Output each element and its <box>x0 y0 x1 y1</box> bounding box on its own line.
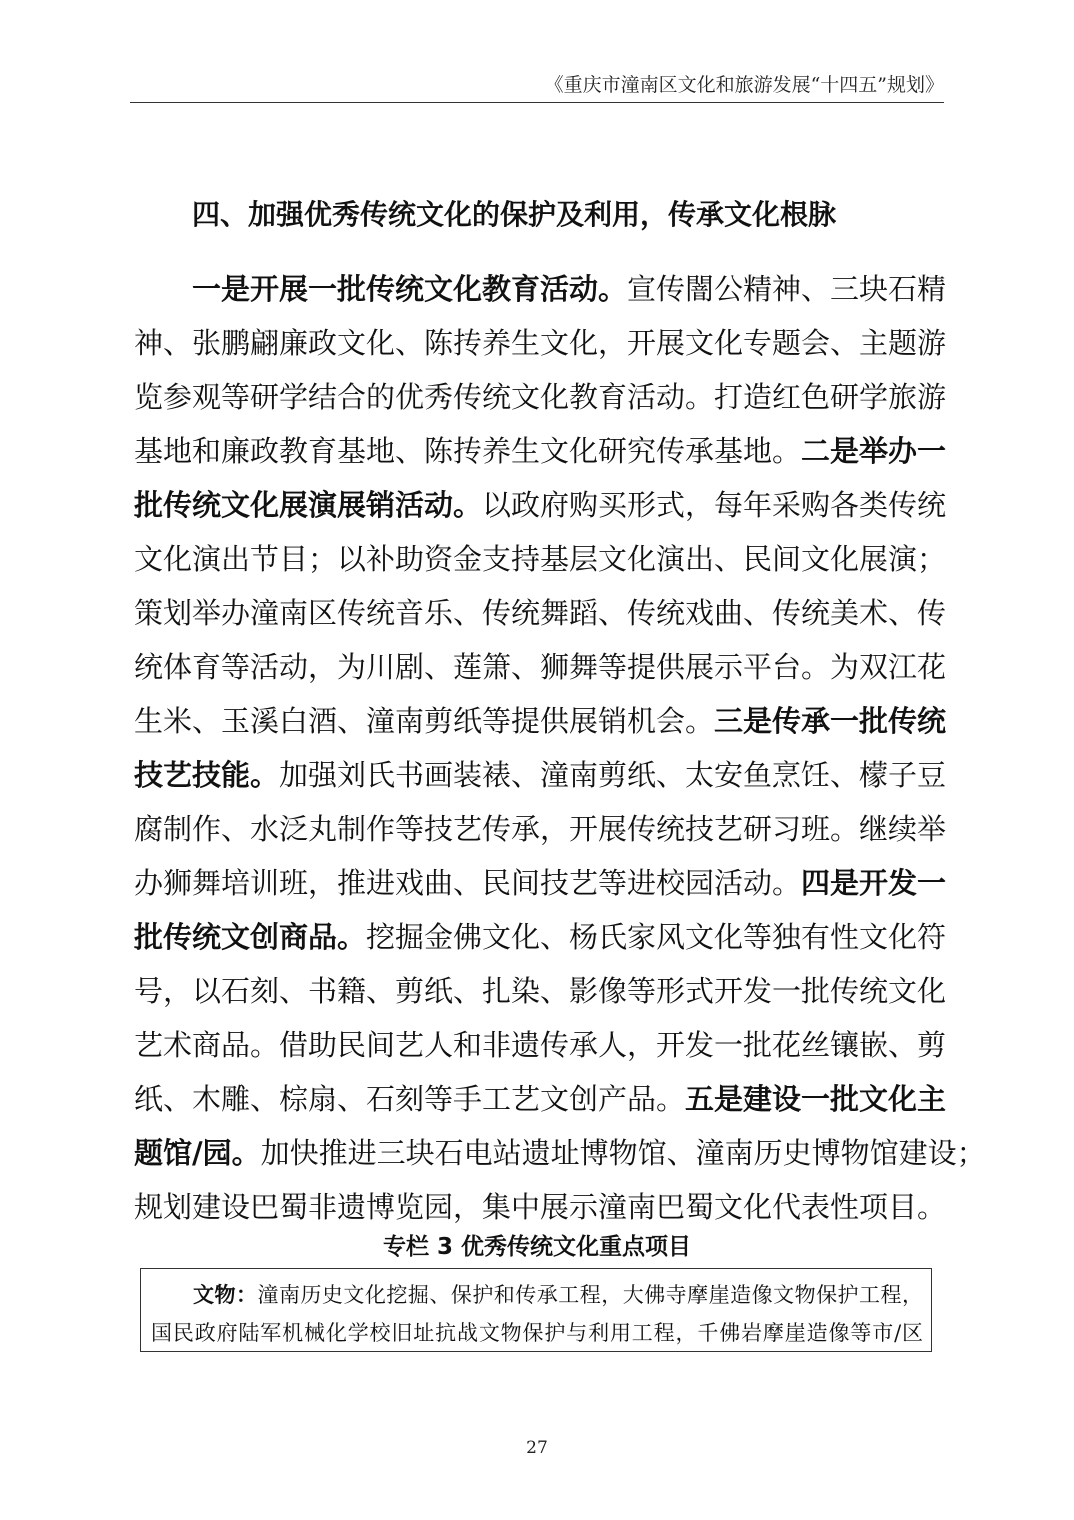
bold-lead-phrase: 三是传承一批传统 <box>714 704 947 738</box>
paragraph-line <box>134 424 947 478</box>
bold-lead-phrase: 技艺技能。 <box>134 758 280 792</box>
running-header: 《重庆市潼南区文化和旅游发展“十四五”规划》 <box>544 74 944 96</box>
paragraph-line <box>134 1126 986 1180</box>
body-paragraph <box>134 262 986 1234</box>
body-text-segment: 纸、木雕、棕扇、石刻等手工艺文创产品。 <box>134 1082 686 1116</box>
body-text-segment: 览参观等研学结合的优秀传统文化教育活动。打造红色研学旅游 <box>134 380 947 414</box>
body-text-segment: 基地和廉政教育基地、陈抟养生文化研究传承基地。 <box>134 434 802 468</box>
paragraph-line <box>134 640 947 694</box>
body-text-segment: 宣传闇公精神、三块石精 <box>627 272 947 306</box>
box-line-1-text: 潼南历史文化挖掘、保护和传承工程，大佛寺摩崖造像文物保护工程， <box>257 1283 924 1307</box>
paragraph-line <box>134 856 947 910</box>
paragraph-line <box>134 1180 947 1234</box>
bold-lead-phrase: 二是举办一 <box>801 434 947 468</box>
body-text-segment: 号，以石刻、书籍、剪纸、扎染、影像等形式开发一批传统文化 <box>134 974 947 1008</box>
paragraph-line <box>134 748 947 802</box>
paragraph-line <box>134 532 947 586</box>
page-number: 27 <box>526 1438 548 1458</box>
paragraph-line <box>134 694 947 748</box>
header-divider <box>130 102 944 103</box>
paragraph-line <box>134 910 947 964</box>
body-text-segment: 办狮舞培训班，推进戏曲、民间技艺等进校园活动。 <box>134 866 802 900</box>
body-text-segment: 以政府购买形式，每年采购各类传统 <box>482 488 947 522</box>
body-text-segment: 艺术商品。借助民间艺人和非遗传承人，开发一批花丝镶嵌、剪 <box>134 1028 947 1062</box>
box-label: 文物： <box>193 1283 258 1307</box>
paragraph-line <box>134 586 947 640</box>
body-text-segment: 文化演出节目；以补助资金支持基层文化演出、民间文化展演； <box>134 542 947 576</box>
body-text-segment: 加强刘氏书画装裱、潼南剪纸、太安鱼烹饪、檬子豆 <box>279 758 947 792</box>
body-text-segment: 策划举办潼南区传统音乐、传统舞蹈、传统戏曲、传统美术、传 <box>134 596 947 630</box>
paragraph-line <box>134 316 947 370</box>
box-caption: 专栏 3 优秀传统文化重点项目 <box>382 1234 692 1260</box>
bold-lead-phrase: 五是建设一批文化主 <box>685 1082 947 1116</box>
paragraph-line <box>134 1072 947 1126</box>
paragraph-line <box>134 1018 947 1072</box>
body-text-segment: 加快推进三块石电站遗址博物馆、潼南历史博物馆建设； <box>260 1136 986 1170</box>
box-line-1 <box>151 1275 923 1315</box>
section-title: 四、加强优秀传统文化的保护及利用，传承文化根脉 <box>192 198 837 231</box>
body-text-segment: 腐制作、水泛丸制作等技艺传承，开展传统技艺研习班。继续举 <box>134 812 947 846</box>
bold-lead-phrase: 四是开发一 <box>801 866 947 900</box>
bold-lead-phrase: 批传统文创商品。 <box>134 920 367 954</box>
paragraph-line <box>134 802 947 856</box>
body-text-segment: 统体育等活动，为川剧、莲箫、狮舞等提供展示平台。为双江花 <box>134 650 947 684</box>
box-line-2: 国民政府陆军机械化学校旧址抗战文物保护与利用工程，千佛岩摩崖造像等市/区 <box>151 1321 923 1345</box>
paragraph-line <box>134 370 947 424</box>
body-text-segment: 挖掘金佛文化、杨氏家风文化等独有性文化符 <box>366 920 947 954</box>
bold-lead-phrase: 一是开展一批传统文化教育活动。 <box>192 272 628 306</box>
body-text-segment: 神、张鹏翩廉政文化、陈抟养生文化，开展文化专题会、主题游 <box>134 326 947 360</box>
body-text-segment: 生米、玉溪白酒、潼南剪纸等提供展销机会。 <box>134 704 715 738</box>
feature-box <box>140 1268 932 1352</box>
bold-lead-phrase: 题馆/园。 <box>134 1136 261 1170</box>
bold-lead-phrase: 批传统文化展演展销活动。 <box>134 488 483 522</box>
paragraph-line <box>134 262 947 316</box>
paragraph-line <box>134 478 947 532</box>
body-text-segment: 规划建设巴蜀非遗博览园，集中展示潼南巴蜀文化代表性项目。 <box>134 1190 947 1224</box>
paragraph-line <box>134 964 947 1018</box>
